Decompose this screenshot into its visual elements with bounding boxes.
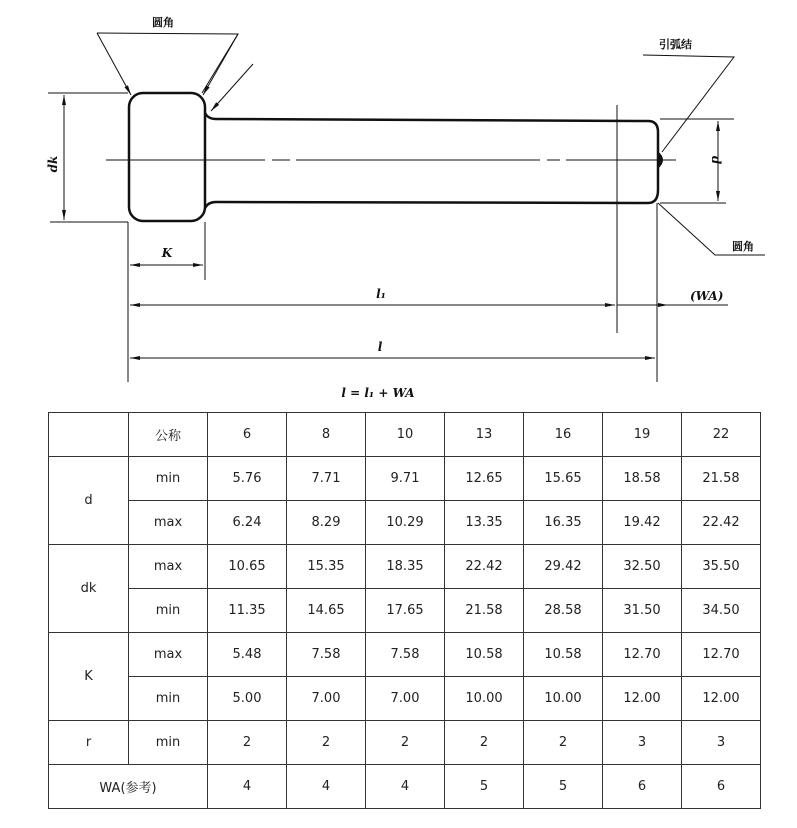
value-cell: 21.58 [682,457,761,501]
value-cell: 28.58 [524,589,603,633]
value-cell: 10.58 [524,633,603,677]
value-cell: 14.65 [287,589,366,633]
value-cell: 9.71 [366,457,445,501]
d-label: d [709,155,723,165]
value-cell: 31.50 [603,589,682,633]
value-cell: 15.65 [524,457,603,501]
value-cell: 16.35 [524,501,603,545]
stud-drawing [0,0,797,405]
value-cell: 12.00 [682,677,761,721]
value-cell: 4 [366,765,445,809]
value-cell: 7.58 [366,633,445,677]
sub-label: max [129,545,208,589]
value-cell: 12.70 [603,633,682,677]
value-cell: 10.00 [445,677,524,721]
value-cell: 12.70 [682,633,761,677]
value-cell: 12.65 [445,457,524,501]
sub-label: min [129,721,208,765]
stud-head [129,93,205,221]
sub-label: min [129,589,208,633]
value-cell: 5.00 [208,677,287,721]
arc-strike-leader [643,55,734,152]
table-row [49,677,761,721]
header-empty-cell [49,413,129,457]
dk-label: dk [46,155,60,173]
value-cell: 22.42 [445,545,524,589]
value-cell: 35.50 [682,545,761,589]
value-cell: 2 [445,721,524,765]
value-cell: 7.58 [287,633,366,677]
value-cell: 6 [682,765,761,809]
header-cell: 6 [208,413,287,457]
value-cell: 10.65 [208,545,287,589]
value-cell: 19.42 [603,501,682,545]
value-cell: 5 [524,765,603,809]
value-cell: 34.50 [682,589,761,633]
header-label: 公称 [129,413,208,457]
l1-label: l₁ [376,287,386,301]
value-cell: 13.35 [445,501,524,545]
value-cell: 5.76 [208,457,287,501]
value-cell: 12.00 [603,677,682,721]
value-cell: 22.42 [682,501,761,545]
sub-label: min [129,677,208,721]
value-cell: 3 [682,721,761,765]
value-cell: 4 [287,765,366,809]
group-label-k: K [49,633,129,721]
group-label-r: r [49,721,129,765]
value-cell: 21.58 [445,589,524,633]
value-cell: 2 [366,721,445,765]
table-header-row [49,413,761,457]
value-cell: 7.00 [287,677,366,721]
value-cell: 3 [603,721,682,765]
length-formula: l = l₁ + WA [341,386,415,400]
value-cell: 7.71 [287,457,366,501]
table-row [49,457,761,501]
table-row [49,501,761,545]
sub-label: max [129,633,208,677]
k-label: K [161,246,173,260]
value-cell: 5.48 [208,633,287,677]
table-row [49,545,761,589]
value-cell: 7.00 [366,677,445,721]
header-cell: 10 [366,413,445,457]
value-cell: 17.65 [366,589,445,633]
fillet-label-top: 圆角 [152,16,174,29]
table-row [49,633,761,677]
value-cell: 6.24 [208,501,287,545]
table-row [49,721,761,765]
fillet-label-bottom: 圆角 [732,240,754,253]
value-cell: 10.29 [366,501,445,545]
value-cell: 6 [603,765,682,809]
value-cell: 2 [208,721,287,765]
value-cell: 10.58 [445,633,524,677]
l-label: l [377,340,383,354]
value-cell: 18.35 [366,545,445,589]
value-cell: 5 [445,765,524,809]
sub-label: min [129,457,208,501]
wa-label: (WA) [690,289,724,303]
spec-table [48,412,761,809]
header-cell: 13 [445,413,524,457]
group-label-dk: dk [49,545,129,633]
sub-label: max [129,501,208,545]
value-cell: 10.00 [524,677,603,721]
value-cell: 18.58 [603,457,682,501]
header-cell: 19 [603,413,682,457]
value-cell: 2 [287,721,366,765]
value-cell: 8.29 [287,501,366,545]
value-cell: 2 [524,721,603,765]
table-row [49,589,761,633]
value-cell: 32.50 [603,545,682,589]
wa-reference-label: WA(参考) [49,765,208,809]
value-cell: 29.42 [524,545,603,589]
header-cell: 16 [524,413,603,457]
value-cell: 15.35 [287,545,366,589]
value-cell: 4 [208,765,287,809]
fillet-leader-top [97,33,238,93]
value-cell: 11.35 [208,589,287,633]
arc-strike-label: 引弧结 [659,38,692,51]
table-footer-row [49,765,761,809]
header-cell: 8 [287,413,366,457]
group-label-d: d [49,457,129,545]
header-cell: 22 [682,413,761,457]
